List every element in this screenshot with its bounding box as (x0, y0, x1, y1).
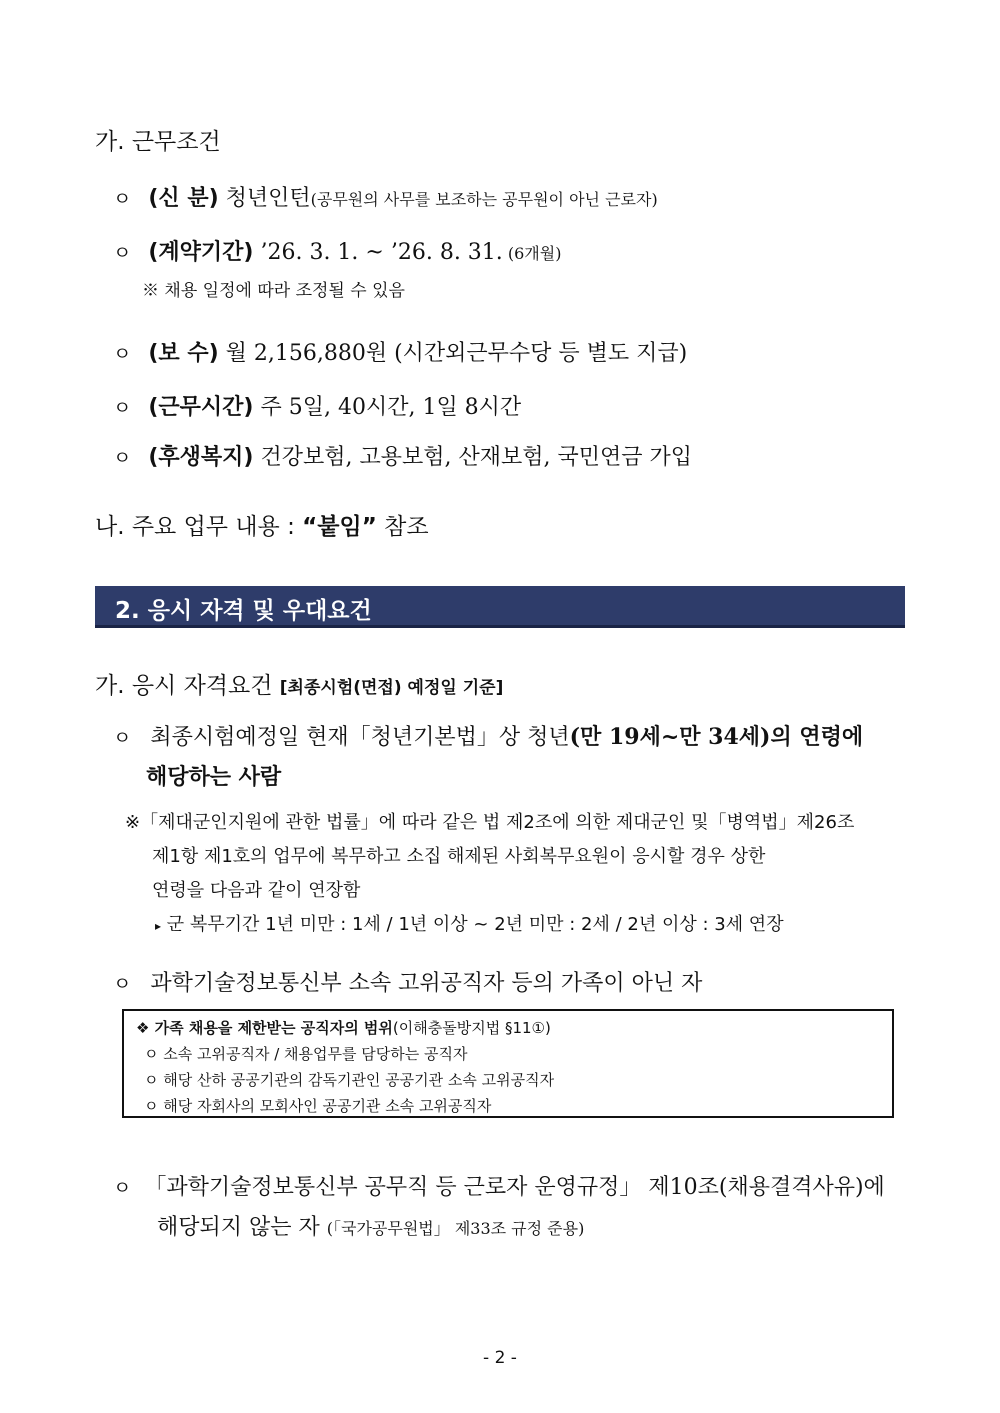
arrow-icon: ▸ (155, 919, 162, 933)
label-status: (신 분) (148, 186, 219, 211)
section-title-main-duties (95, 508, 429, 541)
label-salary: (보 수) (148, 341, 219, 366)
veteran-note-line1: ※「제대군인지원에 관한 법률」에 따라 같은 법 제2조에 의한 제대군인 및「병역법」제26조 (125, 812, 855, 833)
bullet: ㅇ (113, 973, 132, 995)
veteran-note-line2: 제1항 제1호의 업무에 복무하고 소집 해제된 사회복무요원이 응시할 경우 상한 (152, 846, 766, 867)
list-item-family (113, 966, 702, 997)
section-title-eligibility (95, 667, 503, 700)
value-work-hours: 주 5일, 40시간, 1일 8시간 (253, 395, 522, 420)
label-welfare: (후생복지) (148, 445, 254, 470)
age-text: 최종시험예정일 현재「청년기본법」상 청년 (150, 725, 570, 750)
bullet: ㅇ (113, 727, 132, 749)
bullet: ㅇ (113, 343, 132, 365)
section-title-work-conditions: 가. 근무조건 (95, 129, 221, 155)
main-duties-after: 참조 (376, 514, 429, 540)
restriction-box-law: (이해충돌방지법 §11①) (392, 1019, 551, 1037)
list-item-age (113, 720, 863, 751)
restriction-box-title (136, 1017, 551, 1038)
disqualification-line2 (157, 1210, 584, 1241)
value-welfare: 건강보험, 고용보험, 산재보험, 국민연금 가입 (253, 445, 692, 470)
value-salary: 월 2,156,880원 (시간외근무수당 등 별도 지급) (218, 341, 688, 366)
list-item-status (113, 181, 658, 212)
section-banner (95, 586, 905, 628)
bullet: ㅇ (113, 447, 132, 469)
list-item-salary (113, 336, 687, 367)
contract-note: ※ 채용 일정에 따라 조정될 수 있음 (142, 281, 405, 301)
value-status: 청년인턴 (218, 186, 311, 211)
bullet: ㅇ (113, 188, 132, 210)
value-contract-months: (6개월) (502, 244, 562, 263)
diamond-icon: ❖ (136, 1019, 150, 1037)
eligibility-criteria: [최종시험(면접) 예정일 기준] (279, 678, 504, 698)
veteran-note-detail: 군 복무기간 1년 미만 : 1세 / 1년 이상 ~ 2년 미만 : 2세 / 2년 이상 : 3세 연장 (166, 914, 784, 935)
veteran-note-line3: 연령을 다음과 같이 연장함 (152, 880, 361, 901)
page-number: - 2 - (483, 1348, 517, 1368)
section-banner-title: 2. 응시 자격 및 우대요건 (115, 598, 372, 624)
list-item-disqualification (113, 1170, 885, 1201)
veteran-note-line4 (155, 910, 784, 936)
label-work-hours: (근무시간) (148, 395, 254, 420)
list-item-welfare (113, 440, 692, 471)
bullet: ㅇ (113, 1177, 132, 1199)
restriction-line: ㅇ 소속 고위공직자 / 채용업무를 담당하는 공직자 (144, 1045, 468, 1063)
disqualification-text-2: 해당되지 않는 자 (157, 1215, 327, 1240)
restriction-line: ㅇ 해당 자회사의 모회사인 공공기관 소속 고위공직자 (144, 1097, 492, 1115)
main-duties-quote: “붙임” (302, 514, 377, 540)
main-duties-label: 나. 주요 업무 내용 : (95, 514, 303, 540)
value-status-note: (공무원의 사무를 보조하는 공무원이 아닌 근로자) (310, 190, 658, 209)
bullet: ㅇ (113, 397, 132, 419)
disqualification-text: 「과학기술정보통신부 공무직 등 근로자 운영규정」 제10조(채용결격사유)에 (144, 1175, 885, 1200)
disqualification-law: (「국가공무원법」 제33조 규정 준용) (326, 1219, 585, 1238)
bullet: ㅇ (113, 242, 132, 264)
label-contract-period: (계약기간) (148, 240, 254, 265)
family-text: 과학기술정보통신부 소속 고위공직자 등의 가족이 아닌 자 (150, 971, 703, 996)
list-item-contract-period (113, 235, 561, 266)
age-range: (만 19세~만 34세)의 연령에 (569, 724, 864, 750)
list-item-work-hours (113, 390, 521, 421)
restriction-line: ㅇ 해당 산하 공공기관의 감독기관인 공공기관 소속 고위공직자 (144, 1071, 555, 1089)
value-contract-period: ’26. 3. 1. ~ ’26. 8. 31. (253, 240, 503, 265)
restriction-box (122, 1009, 894, 1118)
age-text-line2: 해당하는 사람 (146, 765, 282, 790)
restriction-box-heading: 가족 채용을 제한받는 공직자의 범위 (149, 1019, 393, 1037)
eligibility-title: 가. 응시 자격요건 (95, 673, 280, 699)
